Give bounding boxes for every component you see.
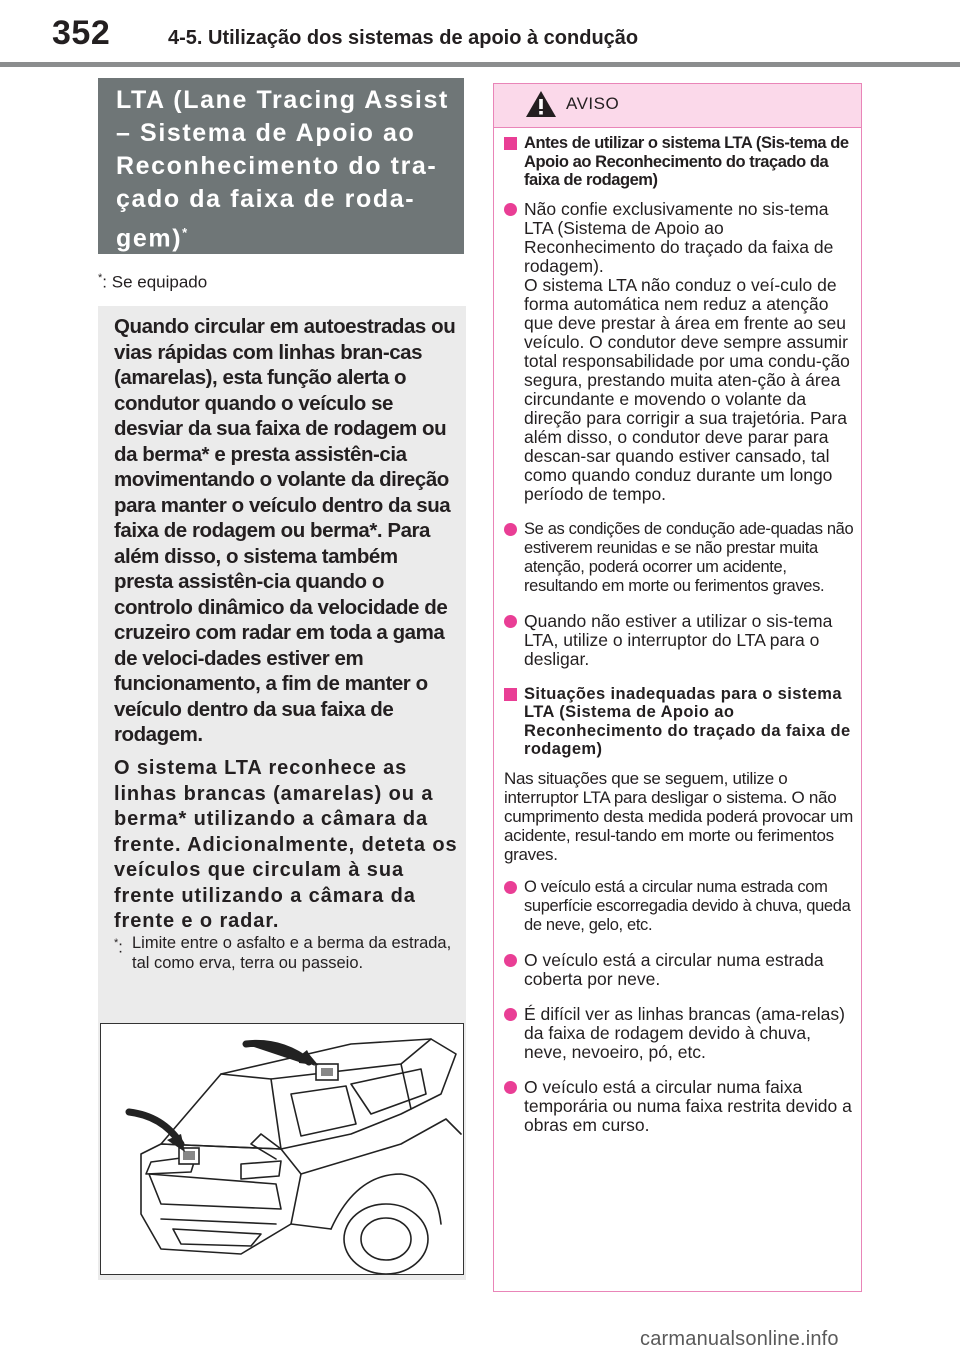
warning-title: AVISO	[566, 94, 620, 113]
footnote-text: : Se equipado	[102, 272, 208, 292]
warning-section-heading	[504, 134, 854, 190]
section-heading-text: Antes de utilizar o sistema LTA (Sis-tema de Apoio ao Reconhecimento do traçado da faixa de rodagem)	[524, 134, 849, 189]
page-header	[0, 0, 960, 68]
equipped-footnote	[98, 272, 207, 293]
footnote-marker: *	[98, 272, 103, 284]
warning-section-heading	[504, 685, 854, 759]
section-title	[116, 84, 461, 255]
warning-box	[493, 83, 862, 1292]
section-title-text: LTA (Lane Tracing Assist – Sistema de Apoio ao Reconhecimento do tra-çado da faixa de roda-gem)	[116, 86, 449, 253]
intro-note-text: Limite entre o asfalto e a berma da estrada, tal como erva, terra ou passeio.	[132, 934, 452, 972]
round-bullet-icon	[504, 203, 517, 216]
warning-list-item	[504, 1005, 854, 1062]
item-text: O veículo está a circular numa estrada com superfície escorregadia devido à chuva, queda de neve, gelo, etc.	[524, 877, 851, 934]
item-text: É difícil ver as linhas brancas (ama-relas) da faixa de rodagem devido à chuva, neve, nevoeiro, pó, etc.	[524, 1003, 845, 1062]
item-text: O veículo está a circular numa estrada coberta por neve.	[524, 949, 824, 989]
chapter-title: 4-5. Utilização dos sistemas de apoio à condução	[168, 27, 639, 49]
warning-header	[494, 84, 861, 128]
square-bullet-icon	[504, 688, 517, 701]
vehicle-illustration	[100, 1023, 464, 1275]
round-bullet-icon	[504, 954, 517, 967]
section-heading-text: Situações inadequadas para o sistema LTA (Sistema de Apoio ao Reconhecimento do traçado da faixa de rodagem)	[524, 684, 851, 758]
vehicle-front-camera-radar-illustration	[101, 1024, 463, 1274]
warning-body	[504, 134, 854, 1151]
round-bullet-icon	[504, 615, 517, 628]
warning-list-item	[504, 612, 854, 669]
header-rule	[0, 62, 960, 67]
warning-list-item	[504, 1078, 854, 1135]
intro-sub-text: O sistema LTA reconhece as linhas brancas (amarelas) ou a berma* utilizando a câmara da frente. Adicionalmente, deteta os veículos que circulam à sua frente utilizando a câmara da frente e o radar.	[114, 757, 458, 932]
warning-list-item	[504, 878, 854, 935]
intro-footnote	[114, 934, 460, 973]
warning-list-item	[504, 520, 854, 596]
square-bullet-icon	[504, 137, 517, 150]
round-bullet-icon	[504, 523, 517, 536]
intro-note-marker: *:	[114, 937, 123, 957]
warning-paragraph: Nas situações que se seguem, utilize o interruptor LTA para desligar o sistema. O não cumprimento desta medida poderá provocar um acidente, resul-tando em morte ou ferimentos graves.	[504, 768, 854, 864]
title-footnote-marker: *	[182, 225, 188, 240]
warning-list-item	[504, 951, 854, 989]
round-bullet-icon	[504, 1081, 517, 1094]
section-title-box	[98, 78, 464, 254]
item-text: Se as condições de condução ade-quadas não estiverem reunidas e se não prestar muita atenção, poderá ocorrer um acidente, resultando em morte ou ferimentos graves.	[524, 519, 854, 595]
item-text: O veículo está a circular numa faixa temporária ou numa faixa restrita devido a obras em curso.	[524, 1076, 852, 1135]
intro-note-star: *	[114, 937, 119, 949]
item-text: Não confie exclusivamente no sis-tema LTA (Sistema de Apoio ao Reconhecimento do traçado da faixa de rodagem). O sistema LTA não conduz o veí-culo de forma automática nem reduz a atenção que deve prestar à área em frente ao seu veículo. O condutor deve sempre assumir total responsabilidade por uma condu-ção segura, prestando muita aten-ção à área circundante e movendo o volante da direção para corrigir a sua trajetória. Para além disso, o condutor deve parar para descan-sar quando estiver cansado, tal como quando conduz durante um longo período de tempo.	[524, 198, 850, 504]
item-text: Quando não estiver a utilizar o sis-tema LTA, utilize o interruptor do LTA para o desligar.	[524, 610, 833, 669]
round-bullet-icon	[504, 1008, 517, 1021]
page-number: 352	[52, 14, 111, 52]
round-bullet-icon	[504, 881, 517, 894]
intro-bold-text: Quando circular em autoestradas ou vias rápidas com linhas bran-cas (amarelas), esta função alerta o condutor quando o veículo se desviar da sua faixa de rodagem ou da berma* e presta assistên-cia movimentando o volante da direção para manter o veículo dentro da sua faixa de rodagem ou berma*. Para além disso, o sistema também presta assistên-cia quando o controlo dinâmico da velocidade de cruzeiro com radar em toda a gama de veloci-dades estiver em funcionamento, a fim de manter o veículo dentro da sua faixa de rodagem.	[114, 315, 456, 746]
warning-list-item	[504, 200, 854, 504]
site-watermark: carmanualsonline.info	[640, 1328, 839, 1350]
warning-triangle-icon	[524, 89, 558, 119]
